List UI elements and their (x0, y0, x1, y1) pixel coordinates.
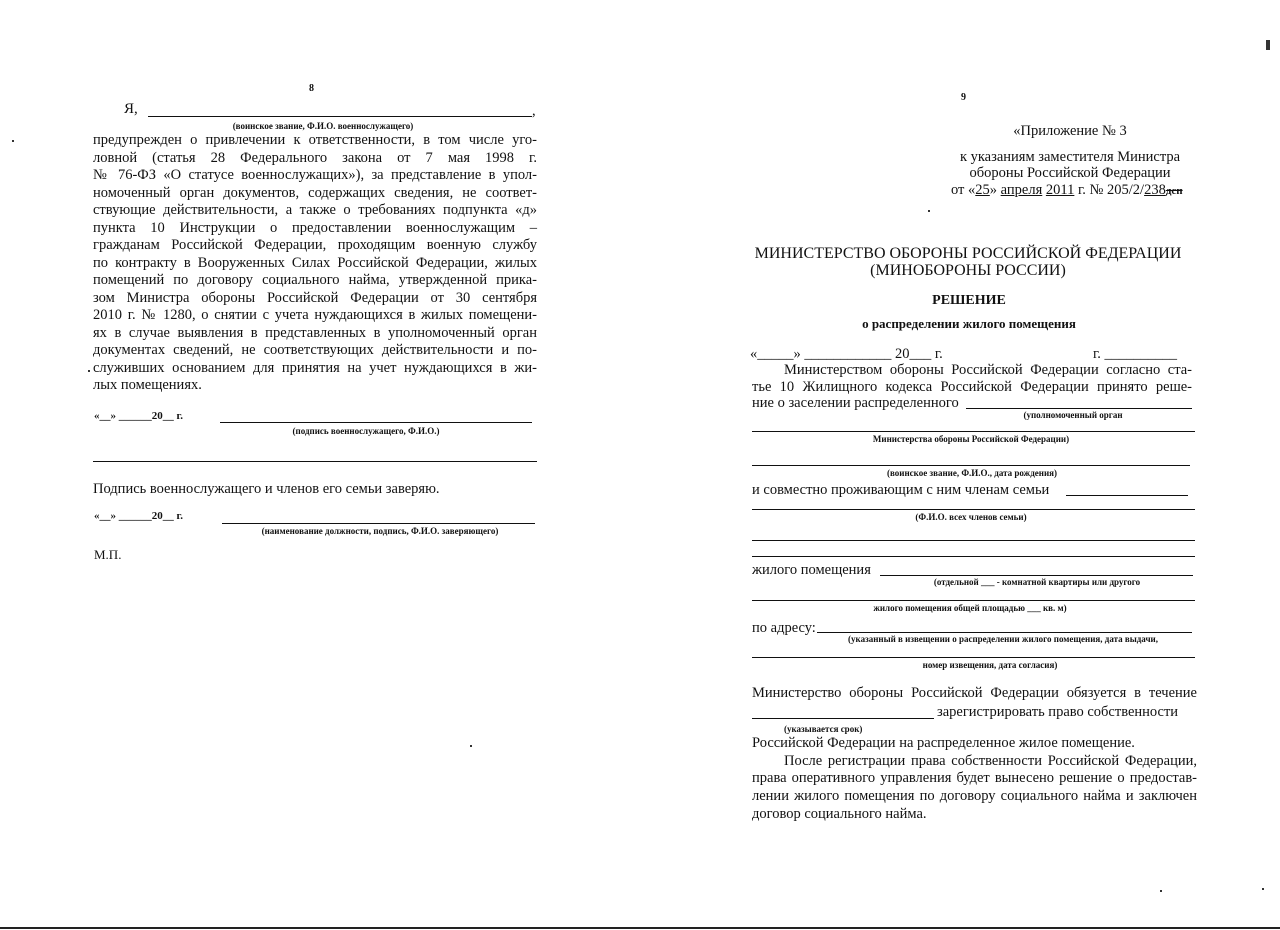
body-line: тье 10 Жилищного кодекса Российской Федерации принято реше- (752, 379, 1192, 395)
body-line: гражданам Российской Федерации, проходящим военную службу (93, 237, 537, 253)
caption-rank: (воинское звание, Ф.И.О. военнослужащего) (232, 121, 414, 131)
caption-signature: (подпись военнослужащего, Ф.И.О.) (292, 426, 440, 436)
caption-term: (указывается срок) (784, 724, 863, 734)
number-tail: 238 (1144, 182, 1166, 198)
address-line-2 (752, 657, 1195, 658)
body-line: Министерством обороны Российской Федерации согласно ста- (784, 362, 1192, 378)
body-line: по контракту в Вооруженных Силах Российской Федерации, жилых (93, 254, 537, 271)
family-line-3 (752, 540, 1195, 541)
final-line: лении жилого помещения по договору социального найма и заключен (752, 788, 1197, 804)
body-line: служивших основанием для принятия на учет нуждающихся в жи- (93, 359, 537, 376)
scan-edge (0, 927, 1280, 929)
signature-line (220, 422, 532, 423)
obligation-line: Российской Федерации на распределенное жилое помещение. (752, 735, 1135, 751)
stamp-place: М.П. (94, 547, 122, 562)
ya-label: Я, (124, 101, 138, 117)
certify-text: Подпись военнослужащего и членов его семьи заверяю. (93, 481, 440, 497)
address-line (817, 632, 1192, 633)
caption-area: жилого помещения общей площадью ___ кв. м) (873, 603, 1067, 613)
family-signature-line (93, 461, 537, 462)
premises-line (880, 575, 1193, 576)
body-line: ствующие действительности, а также о требованиях подпункта «д» (93, 202, 537, 218)
body-line: предупрежден о привлечении к ответственности, в том числе уго- (93, 132, 537, 148)
caption-family: (Ф.И.О. всех членов семьи) (915, 512, 1027, 522)
organ-line-2 (752, 431, 1195, 432)
caption-notice-2: номер извещения, дата согласия) (922, 660, 1058, 670)
family-line-4 (752, 556, 1195, 557)
date-month: апреля (1000, 182, 1043, 198)
caption-organ: (уполномоченный орган (1023, 410, 1123, 420)
scan-mark (1266, 40, 1270, 50)
date-number: г. № 205/2/ (1074, 182, 1145, 198)
address-label: по адресу: (752, 620, 816, 636)
body-line: номоченный орган документов, содержащих сведения, не соответ- (93, 184, 537, 201)
certifier-line (222, 523, 535, 524)
family-label: и совместно проживающим с ним членам семьи (752, 482, 1050, 498)
ministry-title: МИНИСТЕРСТВО ОБОРОНЫ РОССИЙСКОЙ ФЕДЕРАЦИИ (754, 245, 1182, 262)
body-line: лых помещениях. (93, 377, 202, 393)
final-line: После регистрации права собственности Российской Федерации, (784, 753, 1197, 769)
appendix-date (951, 182, 1183, 200)
body-line: 2010 г. № 1280, о снятии с учета нуждающихся в жилых помещени- (93, 307, 537, 323)
scan-speck (470, 745, 472, 747)
body-line: помещений по договору социального найма, утвержденной прика- (93, 272, 537, 288)
obligation-line: зарегистрировать право собственности (937, 704, 1179, 720)
scan-speck (88, 370, 90, 372)
date-mid: » (989, 182, 1001, 198)
caption-notice: (указанный в извещении о распределении жилого помещения, дата выдачи, (848, 634, 1158, 644)
date-line: «__» ______20__ г. (94, 510, 184, 522)
body-line: ях в случае выявления в представленных в уполномоченный орган (93, 324, 537, 341)
family-line-2 (752, 509, 1195, 510)
date-day: 25 (975, 182, 990, 198)
appendix-title: «Приложение № 3 (1013, 123, 1127, 139)
appendix-line: обороны Российской Федерации (969, 165, 1171, 181)
scan-speck (1160, 890, 1162, 892)
premises-label: жилого помещения (752, 562, 871, 578)
body-line: пункта 10 Инструкции о предоставлении военнослужащим – (93, 219, 537, 236)
body-line: ловной (статья 28 Федерального закона от 7 мая 1998 г. (93, 149, 537, 166)
date-prefix: от « (951, 182, 976, 198)
body-line: зом Министра обороны Российской Федерации от 30 сентября (93, 289, 537, 306)
appendix-line: к указаниям заместителя Министра (959, 149, 1181, 165)
decision-date: «_____» ____________ 20___ г. (750, 346, 943, 362)
date-line: «__» ______20__ г. (94, 410, 184, 422)
body-line: документах сведений, не соответствующих действительности и по- (93, 342, 537, 358)
caption-certifier: (наименование должности, подпись, Ф.И.О. заверяющего) (261, 526, 499, 536)
caption-rank: (воинское звание, Ф.И.О., дата рождения) (887, 468, 1057, 478)
page-number: 8 (309, 83, 314, 94)
scan-speck (928, 210, 930, 212)
decision-title: РЕШЕНИЕ (932, 293, 1006, 308)
premises-line-2 (752, 600, 1195, 601)
struck-mark: дсп (1165, 185, 1183, 197)
page-number: 9 (961, 92, 966, 103)
final-line: договор социального найма. (752, 806, 927, 822)
body-line: ние о заселении распределенного (752, 395, 959, 411)
family-line (1066, 495, 1188, 496)
name-line (148, 116, 532, 117)
final-line: права оперативного управления будет вынесено решение о предостав- (752, 770, 1197, 786)
scan-speck (12, 140, 14, 142)
caption-apartment: (отдельной ___ - комнатной квартиры или другого (933, 577, 1141, 587)
scan-speck (1262, 888, 1264, 890)
comma: , (532, 103, 536, 119)
decision-place: г. __________ (1093, 346, 1178, 362)
organ-line (966, 408, 1192, 409)
obligation-line: Министерство обороны Российской Федерации обязуется в течение (752, 685, 1197, 701)
decision-subtitle: о распределении жилого помещения (862, 316, 1076, 331)
body-line: № 76-ФЗ «О статусе военнослужащих»), за представление в упол- (93, 167, 537, 183)
term-line (752, 718, 934, 719)
rank-line (752, 465, 1190, 466)
date-year: 2011 (1045, 182, 1075, 198)
ministry-short: (МИНОБОРОНЫ РОССИИ) (870, 262, 1066, 279)
caption-ministry: Министерства обороны Российской Федерации) (872, 434, 1070, 444)
